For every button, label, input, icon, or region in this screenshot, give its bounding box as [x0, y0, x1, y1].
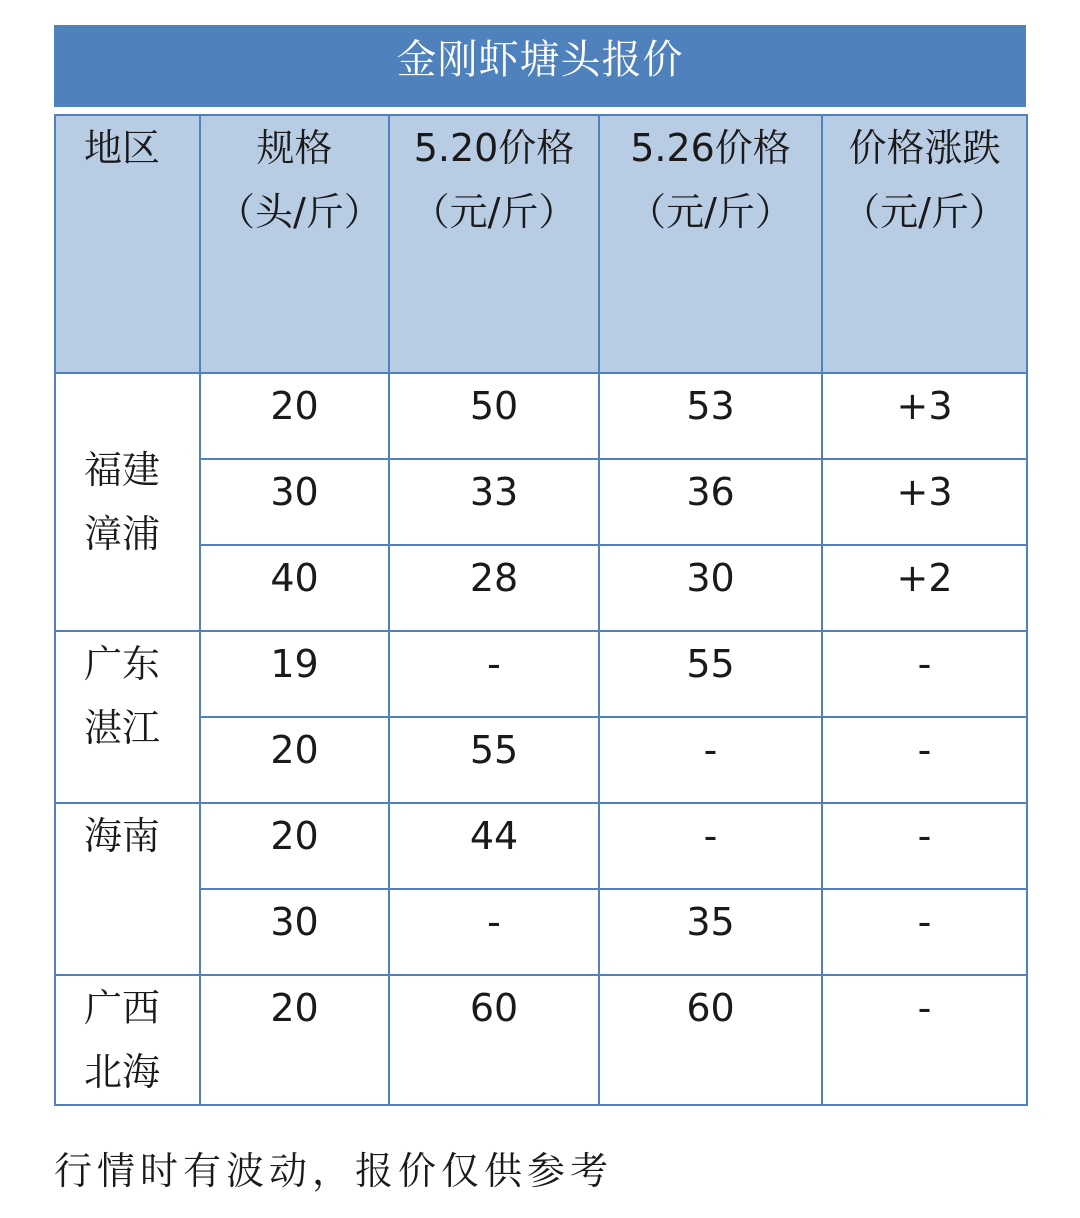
price-526-cell: - [599, 803, 822, 889]
spec-cell: 19 [200, 631, 389, 717]
change-cell: - [822, 889, 1027, 975]
price-table [54, 114, 1028, 1106]
header-spec: 规格（头/斤） [200, 115, 389, 373]
header-row [55, 115, 1027, 373]
spec-cell: 20 [200, 717, 389, 803]
header-price-526: 5.26价格（元/斤） [599, 115, 822, 373]
table-row [55, 459, 1027, 545]
spec-cell: 40 [200, 545, 389, 631]
region-cell: 福建漳浦 [55, 373, 200, 631]
change-cell: - [822, 975, 1027, 1105]
price-520-cell: 33 [389, 459, 599, 545]
price-520-cell: 60 [389, 975, 599, 1105]
price-526-cell: 53 [599, 373, 822, 459]
table-row [55, 545, 1027, 631]
price-526-cell: 30 [599, 545, 822, 631]
spec-cell: 30 [200, 889, 389, 975]
price-520-cell: - [389, 889, 599, 975]
region-cell: 广东湛江 [55, 631, 200, 803]
price-526-cell: - [599, 717, 822, 803]
header-change: 价格涨跌（元/斤） [822, 115, 1027, 373]
table-row [55, 889, 1027, 975]
region-cell: 广西北海 [55, 975, 200, 1105]
price-526-cell: 60 [599, 975, 822, 1105]
table-row [55, 803, 1027, 889]
spec-cell: 20 [200, 373, 389, 459]
price-520-cell: - [389, 631, 599, 717]
table-title: 金刚虾塘头报价 [54, 25, 1026, 107]
footnote: 行情时有波动，报价仅供参考 [54, 1149, 614, 1193]
spec-cell: 20 [200, 975, 389, 1105]
price-520-cell: 44 [389, 803, 599, 889]
change-cell: - [822, 803, 1027, 889]
header-region: 地区 [55, 115, 200, 373]
price-520-cell: 55 [389, 717, 599, 803]
change-cell: +3 [822, 373, 1027, 459]
table-row [55, 975, 1027, 1105]
change-cell: +3 [822, 459, 1027, 545]
header-price-520: 5.20价格（元/斤） [389, 115, 599, 373]
change-cell: +2 [822, 545, 1027, 631]
table-row [55, 631, 1027, 717]
spec-cell: 30 [200, 459, 389, 545]
change-cell: - [822, 717, 1027, 803]
price-520-cell: 28 [389, 545, 599, 631]
price-526-cell: 55 [599, 631, 822, 717]
price-526-cell: 35 [599, 889, 822, 975]
table-row [55, 373, 1027, 459]
table-row [55, 717, 1027, 803]
price-520-cell: 50 [389, 373, 599, 459]
spec-cell: 20 [200, 803, 389, 889]
change-cell: - [822, 631, 1027, 717]
price-526-cell: 36 [599, 459, 822, 545]
region-cell: 海南 [55, 803, 200, 975]
